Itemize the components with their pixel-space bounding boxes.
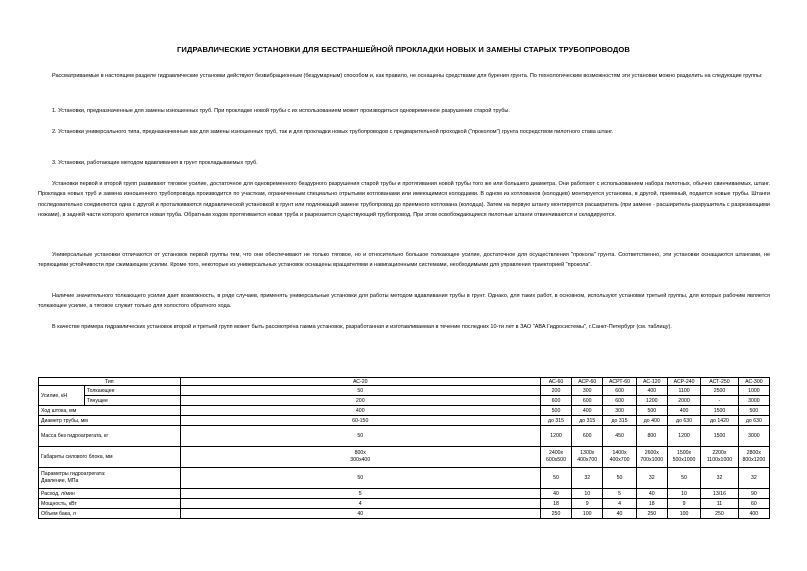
model-cell: АСР-60 [572,378,603,386]
table-cell: 1500 [701,406,738,416]
dims-line: 1300х [580,450,595,456]
table-cell: 3000 [738,426,769,447]
paragraph-group-1: 1. Установки, предназначенные для замены изношенных труб. При прокладке новой трубы с их использованием может производиться одновременное разрушение старой трубы. [52,108,510,114]
hydro-label: Параметры гидроагрегата: [41,471,106,477]
paragraph-example: В качестве примера гидравлических установок второй и третьей групп может быть рассмотрена гамма установок, разработанная и изготавливаемая в течение последних 10-ти лет в ЗАО "АВА Гидросистемы", г.Санкт-Петербург (см. таблицу). [52,324,672,330]
table-cell: до 630 [667,416,700,426]
dims-line: 500х1000 [672,457,696,463]
table-cell: 1200 [667,426,700,447]
dims-line: 600х500 [546,457,566,463]
table-cell: 50 [180,426,540,447]
model-cell: АС-120 [636,378,667,386]
table-cell: 4 [180,499,540,509]
document-title: ГИДРАВЛИЧЕСКИЕ УСТАНОВКИ ДЛЯ БЕСТРАНШЕЙНОЙ ПРОКЛАДКИ НОВЫХ И ЗАМЕНЫ СТАРЫХ ТРУБОПРОВОДОВ [177,45,630,54]
table-cell: 450 [603,426,636,447]
table-cell: 5 [180,489,540,499]
table-cell: 1200 [540,426,571,447]
table-cell: 100 [572,509,603,519]
table-cell: 4 [603,499,636,509]
table-cell: до 400 [636,416,667,426]
model-cell: АСТ-250 [701,378,738,386]
table-cell: 5 [603,489,636,499]
dims-line: 2400х [548,450,564,456]
table-cell: 40 [636,489,667,499]
stroke-label: Ход штока, мм [39,406,181,416]
table-cell: 2500 [701,386,738,396]
table-row-push [39,386,770,396]
table-cell: 1500 [701,426,738,447]
model-cell: АС-20 [180,378,540,386]
table-cell: 500 [636,406,667,416]
table-cell: 60-150 [180,416,540,426]
table-cell [572,447,603,468]
table-cell: 60 [738,499,769,509]
table-cell: 500 [738,406,769,416]
flow-label: Расход, л/мин [39,489,181,499]
table-cell: 90 [738,489,769,499]
dims-line: 1500х [676,450,692,456]
type-label: Тип [39,378,181,386]
table-cell: 400 [572,406,603,416]
table-cell: 250 [701,509,738,519]
table-row-stroke [39,406,770,416]
dims-line: 2800х [746,450,761,456]
table-cell: 300 [603,406,636,416]
table-row-flow [39,489,770,499]
table-cell: 1100 [667,386,700,396]
table-cell: 400 [180,406,540,416]
dims-line: 1400х [612,450,627,456]
table-cell: 18 [636,499,667,509]
table-cell: 50 [540,468,571,489]
dims-line: 400х700 [577,457,598,463]
diameter-label: Диаметр трубы, мм [39,416,181,426]
table-cell: 200 [540,386,571,396]
table-cell: 600 [540,396,571,406]
dims-line: 1100х1000 [706,457,733,463]
model-cell: АС-60 [540,378,571,386]
table-cell: 9 [572,499,603,509]
table-cell: 2000 [667,396,700,406]
table-cell: до 315 [540,416,571,426]
table-cell: 32 [738,468,769,489]
table-row-dimensions [39,447,770,468]
table-row-type [39,378,770,386]
table-cell: 3000 [738,396,769,406]
table-cell [180,447,540,468]
paragraph-intro: Рассматриваемые в настоящем разделе гидравлические установки действуют безвибрационным (бездумарным) способом и, как правило, не оснащены средствами для бурения грунта. По технологическим возможностям эти установки можно разделить на следующие группы: [52,73,763,79]
paragraph-group-2: 2. Установки универсального типа, предназначенные как для замены изношенных труб, так и для прокладки новых трубопроводов с предварительной проходкой ("проколом") грунта посредством пилотного става штанг. [52,129,614,135]
table-cell: 600 [572,426,603,447]
hydro-params-cell [39,468,181,489]
push-label: Толкающее [84,386,180,396]
table-cell: 40 [540,489,571,499]
table-cell: 50 [603,468,636,489]
table-cell: 32 [572,468,603,489]
table-cell: 32 [701,468,738,489]
table-cell: 400 [667,406,700,416]
specifications-table [38,377,770,519]
mass-label: Масса без гидроагрегата, кг [39,426,181,447]
table-cell: 600 [603,396,636,406]
table-cell: до 315 [603,416,636,426]
table-row-pressure [39,468,770,489]
pull-label: Тянущее [84,396,180,406]
table-cell: 800 [636,426,667,447]
tank-label: Объем бака, л [39,509,181,519]
table-cell: 10 [572,489,603,499]
table-cell: 18 [540,499,571,509]
table-row-tank [39,509,770,519]
model-cell: АСР-240 [667,378,700,386]
table-cell: 40 [603,509,636,519]
table-cell: 100 [667,509,700,519]
table-row-diameter [39,416,770,426]
table-cell: до 1420 [701,416,738,426]
table-cell: 50 [180,386,540,396]
table-cell [540,447,571,468]
table-cell: 50 [667,468,700,489]
table-cell [701,447,738,468]
table-cell: 250 [636,509,667,519]
paragraph-push-force: Наличие значительного толкающего усилия дает возможность, в ряде случаев, применять универсальные установки для работы методом вдавливания трубы в грунт. Однако, для таких работ, в основном, используют установки третьей группы, для которых рабочим является толкающее усилие, а тяговое служит только для холостого обратного хода. [38,293,770,310]
model-cell: АС-300 [738,378,769,386]
dims-line: 800х1200 [742,457,766,463]
pressure-label: Давление, МПа [41,478,79,484]
dims-label: Габариты силового блока, мм [39,447,181,468]
table-cell: 600 [603,386,636,396]
dims-line: 800х [354,450,366,456]
table-cell: 1200 [636,396,667,406]
table-cell: - [701,396,738,406]
dims-line: 400х700 [609,457,630,463]
power-label: Мощность, кВт [39,499,181,509]
dims-line: 700х1000 [640,457,664,463]
table-cell: 400 [636,386,667,396]
model-cell: АСРТ-60 [603,378,636,386]
table-cell: 9 [667,499,700,509]
table-cell [603,447,636,468]
table-cell: 250 [540,509,571,519]
table-cell: 13/16 [701,489,738,499]
table-cell: 1000 [738,386,769,396]
table-cell [738,447,769,468]
table-cell: 600 [572,396,603,406]
dims-line: 2200х [712,450,727,456]
table-row-pull [39,396,770,406]
table-cell [667,447,700,468]
paragraph-group-3: 3. Установки, работающие методом вдавливания в грунт прокладываемых труб. [52,160,258,166]
table-cell: 40 [180,509,540,519]
table-cell: до 315 [572,416,603,426]
table-cell: 11 [701,499,738,509]
table-cell: 400 [738,509,769,519]
paragraph-groups-1-2-description: Установки первой и второй групп развивают тяговое усилие, достаточное для одновременного бездурного разрушения старой трубы и протягивания новой трубы того же или большего диаметра. Они работают с использованием набора пилотных, обычно свинчиваемых, штанг. Прокладка новых труб и замена изношенного трубопровода производится по участкам, ограниченным специально отрытыми котлованами или имеющимися колодцами. В одном из котлованов (колодцев) монтируется установка, в другой, приемный, подается новые трубы. Штанги последовательно соединяются одна с другой и проталкиваются гидравлической установкой в грунт или подлежащий замене трубопровод до приемного котлована (колодца). Затем на первую штангу монтируется расширитель (при замене - расширитель-разрушитель с разрезающими ножами), в задней части которого крепится новая труба. Обратным ходом протягивается новая труба и разрезается существующий трубопровод. При этом освобождающиеся пилотные штанги отвинчиваются и складируются. [38,181,770,219]
table-row-mass [39,426,770,447]
paragraph-universal: Универсальные установки отличаются от установок первой группы тем, что они обеспечивают не только тяговое, но и относительно большое толкающее усилие, достаточное для осуществления "прокола" грунта. Соответственно, эти установки оснащаются штангами, не теряющими устойчивости при сжимающем усилии. Кроме того, некоторые из универсальных установок оснащены вращателями и навигационными системами, необходимыми для управления траекторией "прокола". [38,252,770,269]
table-cell: 32 [636,468,667,489]
table-cell [636,447,667,468]
table-cell: 50 [180,468,540,489]
table-cell: 10 [667,489,700,499]
dims-line: 2600х [644,450,659,456]
table-cell: 500 [540,406,571,416]
force-label: Усилие, кН [39,386,85,406]
table-cell: 200 [180,396,540,406]
table-cell: 300 [572,386,603,396]
table-cell: до 630 [738,416,769,426]
dims-line: 300х400 [350,457,371,463]
table-row-power [39,499,770,509]
